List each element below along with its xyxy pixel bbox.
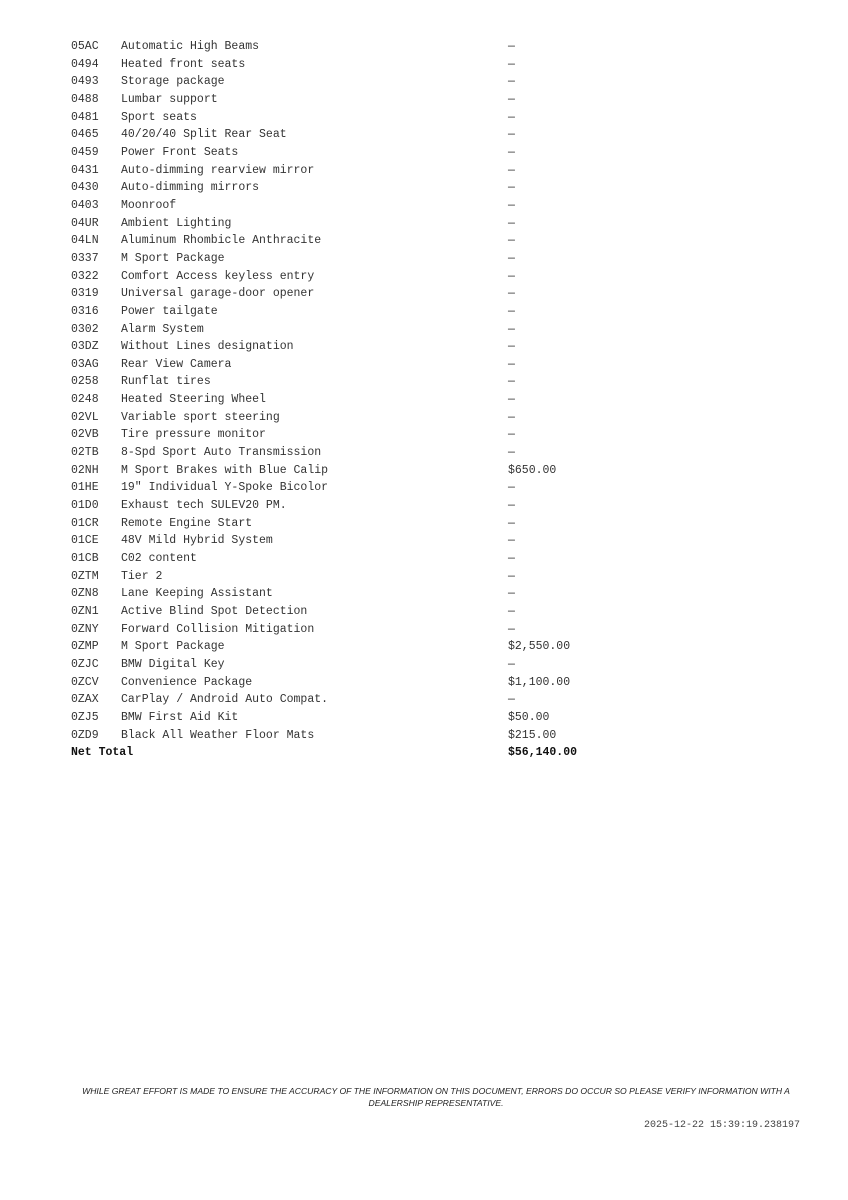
option-code: 0465 — [71, 128, 99, 142]
option-row — [71, 709, 611, 727]
option-code: 0403 — [71, 198, 99, 212]
option-description: Sport seats — [121, 110, 197, 124]
option-row — [71, 373, 611, 391]
option-row — [71, 321, 611, 339]
option-description: 40/20/40 Split Rear Seat — [121, 128, 287, 142]
option-code: 0248 — [71, 393, 99, 407]
net-total-value: $56,140.00 — [508, 746, 578, 760]
option-description: Forward Collision Mitigation — [121, 622, 315, 636]
option-price: — — [508, 552, 515, 566]
option-row — [71, 727, 611, 745]
option-description: Runflat tires — [121, 375, 211, 389]
option-row — [71, 691, 611, 709]
option-price: — — [508, 428, 515, 442]
option-code: 0ZCV — [71, 675, 99, 689]
option-description: Lane Keeping Assistant — [121, 587, 273, 601]
option-code: 04UR — [71, 216, 99, 230]
option-description: Tire pressure monitor — [121, 428, 266, 442]
option-price: $50.00 — [508, 710, 550, 724]
option-description: 19" Individual Y-Spoke Bicolor — [121, 481, 329, 495]
option-code: 03DZ — [71, 340, 99, 354]
option-price: — — [508, 110, 515, 124]
option-description: Auto-dimming rearview mirror — [121, 163, 315, 177]
option-code: 02TB — [71, 446, 99, 460]
option-code: 0459 — [71, 145, 99, 159]
option-code: 01CR — [71, 516, 99, 530]
option-description: Universal garage-door opener — [121, 287, 315, 301]
option-code: 0ZJC — [71, 657, 99, 671]
option-row — [71, 515, 611, 533]
option-row — [71, 391, 611, 409]
option-price: — — [508, 181, 515, 195]
option-description: Heated Steering Wheel — [121, 393, 266, 407]
option-price: — — [508, 569, 515, 583]
option-description: Heated front seats — [121, 57, 246, 71]
option-row — [71, 479, 611, 497]
option-row — [71, 215, 611, 233]
option-description: 48V Mild Hybrid System — [121, 534, 273, 548]
option-description: Tier 2 — [121, 569, 163, 583]
option-row — [71, 426, 611, 444]
disclaimer-text: WHILE GREAT EFFORT IS MADE TO ENSURE THE ACCURACY OF THE INFORMATION ON THIS DOCUMENT, ERRORS DO OCCUR SO PLEASE VERIFY INFORMATION WITH A DEALERSHIP REPRESENTATIVE. — [82, 1086, 790, 1108]
option-row — [71, 356, 611, 374]
option-price: — — [508, 304, 515, 318]
option-code: 0316 — [71, 304, 99, 318]
option-description: BMW First Aid Kit — [121, 710, 239, 724]
option-price: — — [508, 657, 515, 671]
option-price: — — [508, 375, 515, 389]
option-row — [71, 585, 611, 603]
option-description: Alarm System — [121, 322, 204, 336]
option-description: Rear View Camera — [121, 357, 232, 371]
option-code: 01HE — [71, 481, 99, 495]
generated-timestamp: 2025-12-22 15:39:19.238197 — [643, 1120, 800, 1131]
option-price: — — [508, 393, 515, 407]
option-description: Convenience Package — [121, 675, 253, 689]
option-description: Power tailgate — [121, 304, 218, 318]
option-code: 0ZN1 — [71, 605, 99, 618]
option-description: Variable sport steering — [121, 410, 280, 424]
option-price: — — [508, 57, 515, 71]
option-row — [71, 91, 611, 109]
option-price: — — [508, 340, 515, 354]
option-price: — — [508, 410, 515, 424]
option-description: Power Front Seats — [121, 145, 239, 159]
option-description: Ambient Lighting — [121, 216, 232, 230]
option-code: 0322 — [71, 269, 99, 283]
option-description: Moonroof — [121, 198, 177, 212]
option-price: — — [508, 269, 515, 283]
option-price: — — [508, 75, 515, 89]
option-description: BMW Digital Key — [121, 657, 225, 671]
option-price: — — [508, 534, 515, 548]
option-price: — — [508, 198, 515, 212]
option-row — [71, 674, 611, 692]
option-price: — — [508, 92, 515, 106]
option-row — [71, 285, 611, 303]
option-price: — — [508, 446, 515, 460]
option-price: — — [508, 251, 515, 265]
option-code: 0ZJ5 — [71, 710, 99, 724]
option-row — [71, 197, 611, 215]
option-row — [71, 409, 611, 427]
option-price: — — [508, 234, 515, 248]
option-row — [71, 656, 611, 674]
net-total-label: Net Total — [71, 746, 134, 760]
option-row — [71, 38, 611, 56]
option-code: 0ZD9 — [71, 728, 99, 742]
option-description: M Sport Brakes with Blue Calip — [121, 463, 329, 477]
option-description: Automatic High Beams — [121, 40, 260, 53]
option-row — [71, 179, 611, 197]
option-description: Exhaust tech SULEV20 PM. — [121, 499, 287, 513]
option-description: Lumbar support — [121, 92, 218, 106]
option-code: 0ZAX — [71, 693, 99, 707]
option-code: 0319 — [71, 287, 99, 301]
option-price: $650.00 — [508, 463, 557, 477]
option-code: 0481 — [71, 110, 99, 124]
options-table — [71, 38, 611, 762]
option-row — [71, 144, 611, 162]
option-code: 0ZNY — [71, 622, 99, 636]
option-code: 0431 — [71, 163, 99, 177]
option-price: — — [508, 587, 515, 601]
option-description: Remote Engine Start — [121, 516, 253, 530]
option-row — [71, 621, 611, 639]
option-code: 0488 — [71, 92, 99, 106]
option-description: Without Lines designation — [121, 340, 294, 354]
option-price: — — [508, 128, 515, 142]
option-code: 02NH — [71, 463, 99, 477]
option-code: 04LN — [71, 234, 99, 248]
option-code: 0302 — [71, 322, 99, 336]
option-code: 0ZN8 — [71, 587, 99, 601]
option-row — [71, 126, 611, 144]
option-code: 02VL — [71, 410, 99, 424]
option-row — [71, 268, 611, 286]
option-code: 0494 — [71, 57, 99, 71]
option-row — [71, 568, 611, 586]
option-description: M Sport Package — [121, 640, 225, 654]
option-row — [71, 303, 611, 321]
option-row — [71, 73, 611, 91]
option-row — [71, 56, 611, 74]
option-price: — — [508, 499, 515, 513]
option-code: 0337 — [71, 251, 99, 265]
option-description: Auto-dimming mirrors — [121, 181, 260, 195]
option-code: 0430 — [71, 181, 99, 195]
option-code: 0ZTM — [71, 569, 99, 583]
option-description: Storage package — [121, 75, 225, 89]
option-row — [71, 232, 611, 250]
option-price: $1,100.00 — [508, 675, 571, 689]
option-price: — — [508, 287, 515, 301]
option-price: — — [508, 357, 515, 371]
option-price: — — [508, 481, 515, 495]
option-code: 0493 — [71, 75, 99, 89]
option-row — [71, 550, 611, 568]
option-description: C02 content — [121, 552, 197, 566]
option-price: — — [508, 516, 515, 530]
option-price: — — [508, 216, 515, 230]
option-description: CarPlay / Android Auto Compat. — [121, 693, 329, 707]
option-price: $215.00 — [508, 728, 557, 742]
net-total-row — [71, 744, 611, 762]
option-row — [71, 250, 611, 268]
option-description: M Sport Package — [121, 251, 225, 265]
option-price: — — [508, 605, 515, 618]
option-row — [71, 638, 611, 656]
option-row — [71, 462, 611, 480]
option-code: 03AG — [71, 357, 99, 371]
option-code: 0258 — [71, 375, 99, 389]
option-price: — — [508, 622, 515, 636]
option-code: 05AC — [71, 40, 99, 53]
option-price: — — [508, 145, 515, 159]
option-description: 8-Spd Sport Auto Transmission — [121, 446, 322, 460]
option-description: Aluminum Rhombicle Anthracite — [121, 234, 322, 248]
option-price: — — [508, 40, 515, 53]
option-price: — — [508, 322, 515, 336]
options-list — [71, 38, 611, 744]
option-row — [71, 532, 611, 550]
option-code: 0ZMP — [71, 640, 99, 654]
option-code: 01D0 — [71, 499, 99, 513]
option-description: Black All Weather Floor Mats — [121, 728, 315, 742]
option-row — [71, 603, 611, 621]
option-price: $2,550.00 — [508, 640, 571, 654]
option-code: 01CB — [71, 552, 99, 566]
option-row — [71, 444, 611, 462]
option-code: 01CE — [71, 534, 99, 548]
option-description: Active Blind Spot Detection — [121, 605, 308, 618]
option-code: 02VB — [71, 428, 99, 442]
option-row — [71, 109, 611, 127]
option-row — [71, 497, 611, 515]
option-row — [71, 338, 611, 356]
option-row — [71, 162, 611, 180]
option-price: — — [508, 163, 515, 177]
option-description: Comfort Access keyless entry — [121, 269, 315, 283]
option-price: — — [508, 693, 515, 707]
